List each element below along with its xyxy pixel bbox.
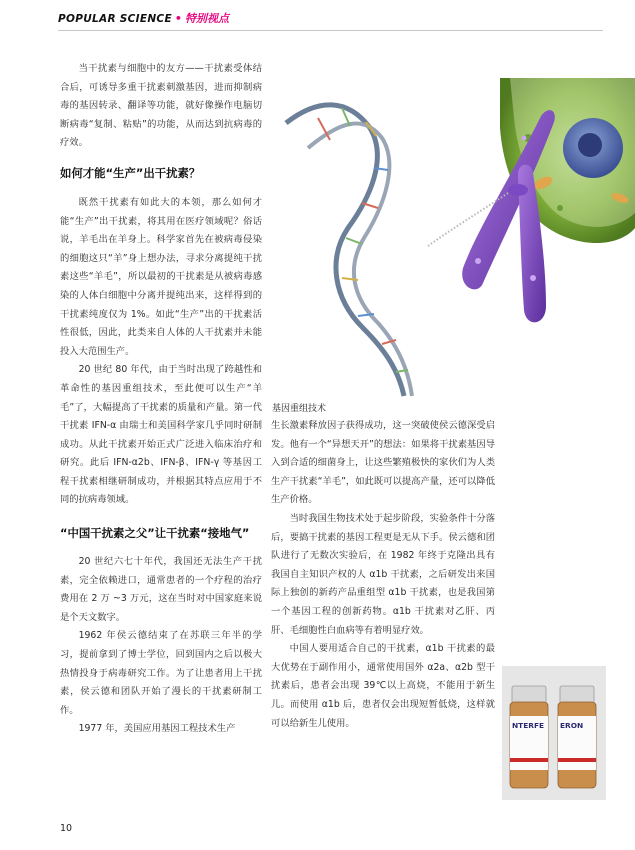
subheading-production: 如何才能“生产”出干扰素？ xyxy=(60,165,201,180)
paragraph: 当时我国生物技术处于起步阶段，实验条件十分落后，要搞干扰素的基因工程更是无从下手。侯云德和团队进行了无数次实验后，在 1982 年终于克隆出具有我国自主知识产权的人 α1b 干扰素，之后研发出来国际上独创的新药产品重组型 α1b 干扰素，也是我国第一个基因工程的创新药物。α1b 干扰素对乙肝、丙肝、毛细胞性白血病等有着明显疗效。 xyxy=(271,512,495,636)
magazine-brand: POPULAR SCIENCE xyxy=(58,13,172,25)
header-separator: • xyxy=(174,12,182,25)
subheading-father-of-interferon: “中国干扰素之父”让干扰素“接地气” xyxy=(60,526,250,541)
interferon-vials-photo xyxy=(502,666,606,800)
paragraph: 既然干扰素有如此大的本领，那么如何才能“生产”出干扰素，将其用在医疗领域呢？俗话说，羊毛出在羊身上。科学家首先在被病毒侵染的细胞这只“羊”身上想办法，寻求分离提纯干扰素这些“羊毛”，所以最初的干扰素是从被病毒感染的人体白细胞中分离并提纯出来，这样得到的干扰素纯度仅为 1%。如此“生产”出的干扰素活性很低，因此，此类来自人体的人干扰素并未能投入大范围生产。 xyxy=(60,196,262,357)
vial-left-label: NTERFE xyxy=(512,721,545,730)
vial-left-icon xyxy=(510,686,548,788)
chromosome-icon xyxy=(428,110,555,322)
paragraph: 1977 年，美国应用基因工程技术生产 xyxy=(78,723,236,735)
header-rule xyxy=(58,30,603,31)
vial-right-label: ERON xyxy=(560,721,584,730)
page-number: 10 xyxy=(60,823,73,834)
paragraph: 生长激素释放因子获得成功，这一突破使侯云德深受启发。他有一个“异想天开”的想法：如果将干扰素基因导入到合适的细菌身上，让这些繁殖极快的家伙们为人类生产干扰素“羊毛”，如此既可以提高产量，还可以降低生产价格。 xyxy=(271,420,495,506)
paragraph: 中国人要用适合自己的干扰素，α1b 干扰素的最大优势在于副作用小，通常使用国外 α2a、α2b 型干扰素后，患者会出现 39℃以上高烧，不能用于新生儿。而使用 α1b 后，患者仅会出现短暂低烧，这样就可以给新生儿使用。 xyxy=(271,643,495,729)
gene-recombination-illustration xyxy=(278,78,635,398)
paragraph: 当干扰素与细胞中的友方——干扰素受体结合后，可诱导多重干扰素刺激基因，进而抑制病毒的基因转录、翻译等功能，就好像操作电脑切断病毒“复制、粘贴”的功能，从而达到抗病毒的疗效。 xyxy=(60,63,262,149)
paragraph: 20 世纪六七十年代，我国还无法生产干扰素，完全依赖进口，通常患者的一个疗程的治疗费用在 2 万 ~3 万元，这在当时对中国家庭来说是个天文数字。 xyxy=(60,556,262,623)
vial-right-icon xyxy=(558,686,596,788)
page-header xyxy=(58,10,229,28)
paragraph: 20 世纪 80 年代，由于当时出现了跨越性和革命性的基因重组技术，至此便可以生产“羊毛”了，大幅提高了干扰素的质量和产量。第一代干扰素 IFN-α 由瑞士和美国科学家几乎同时研制成功。从此干扰素开始正式广泛进入临床治疗和研究。此后 IFN-α2b、IFN-β、IFN-γ 等基因工程干扰素相继研制成功，并根据其特点应用于不同的抗病毒领域。 xyxy=(60,364,262,506)
paragraph: 1962 年侯云德结束了在苏联三年半的学习，提前拿到了博士学位，回到国内之后以极大热情投身于病毒研究工作。为了让患者用上干扰素，侯云德和团队开始了漫长的干扰素研制工作。 xyxy=(60,630,262,716)
dna-helix-icon xyxy=(286,105,412,396)
section-title: 特别视点 xyxy=(184,12,229,25)
left-column xyxy=(60,60,262,739)
right-column xyxy=(271,417,495,733)
figure-caption: 基因重组技术 xyxy=(272,404,327,414)
